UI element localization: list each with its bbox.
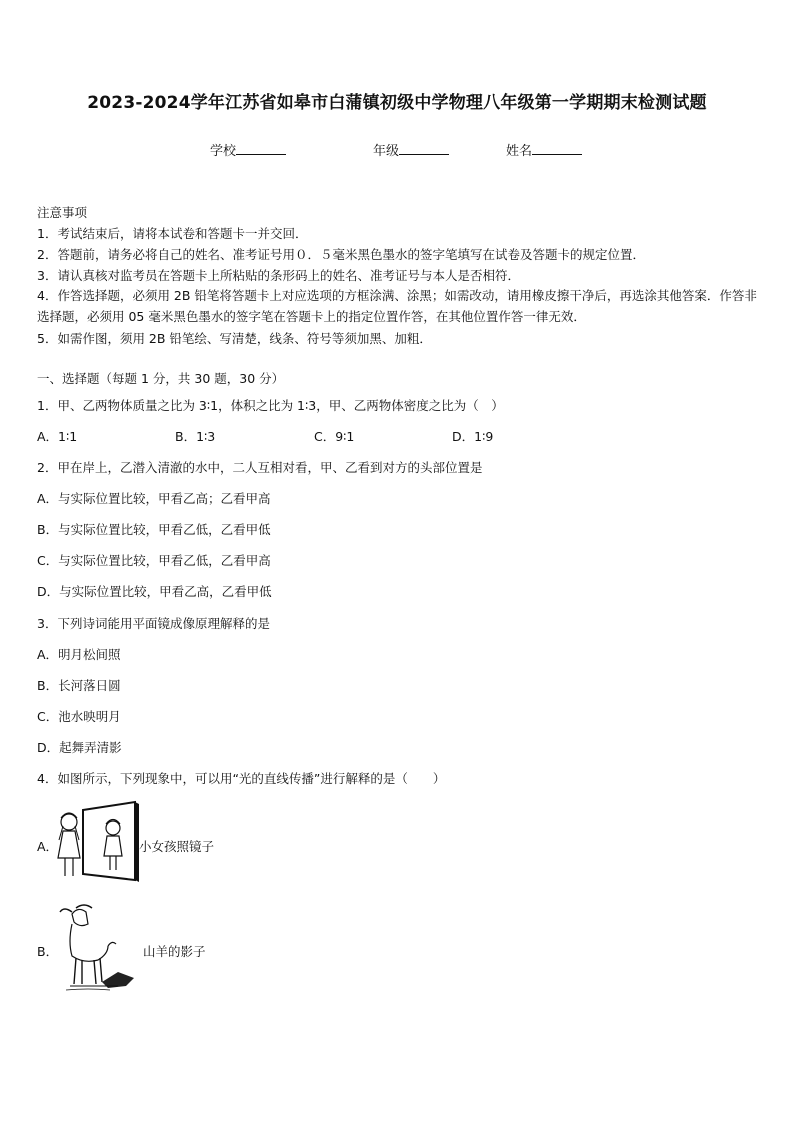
grade-label: 年级	[373, 144, 400, 159]
note-item: 1．考试结束后，请将本试卷和答题卡一并交回．	[37, 226, 308, 241]
note-item: 3．请认真核对监考员在答题卡上所粘贴的条形码上的姓名、准考证号与本人是否相符．	[37, 268, 520, 283]
q3-option-c: C．池水映明月	[37, 709, 121, 724]
q1-option-c: C．9∶1	[314, 429, 355, 444]
q3-option-d: D．起舞弄清影	[37, 740, 122, 755]
q1-option-b: B．1∶3	[175, 429, 216, 444]
q2-option-b: B．与实际位置比较，甲看乙低，乙看甲低	[37, 522, 271, 537]
note-item: 5．如需作图，须用 2B 铅笔绘、写清楚，线条、符号等须加黑、加粗．	[37, 331, 432, 346]
question-3-stem: 3．下列诗词能用平面镜成像原理解释的是	[37, 616, 270, 631]
q4-option-a-caption: 小女孩照镜子	[139, 839, 215, 854]
girl-mirror-illustration	[55, 800, 140, 888]
question-1-stem: 1．甲、乙两物体质量之比为 3∶1，体积之比为 1∶3，甲、乙两物体密度之比为（ ）	[37, 398, 504, 413]
q3-option-a: A．明月松间照	[37, 647, 121, 662]
question-2-stem: 2．甲在岸上，乙潜入清澈的水中，二人互相对看，甲、乙看到对方的头部位置是	[37, 460, 483, 475]
q4-option-b-caption: 山羊的影子	[143, 944, 206, 959]
section-heading: 一、选择题（每题 1 分，共 30 题，30 分）	[37, 371, 285, 386]
q2-option-a: A．与实际位置比较，甲看乙高；乙看甲高	[37, 491, 271, 506]
q2-option-c: C．与实际位置比较，甲看乙低，乙看甲高	[37, 553, 271, 568]
q4-option-b-letter: B．	[37, 944, 59, 959]
note-item: 2．答题前，请务必将自己的姓名、准考证号用０．５毫米黑色墨水的签字笔填写在试卷及答题卡的规定位置．	[37, 247, 645, 262]
exam-title: 2023-2024学年江苏省如皋市白蒲镇初级中学物理八年级第一学期期末检测试题	[87, 93, 707, 113]
school-field	[210, 140, 286, 159]
name-blank	[532, 142, 582, 155]
grade-blank	[399, 142, 449, 155]
school-blank	[236, 142, 286, 155]
q1-option-d: D．1∶9	[452, 429, 494, 444]
q3-option-b: B．长河落日圆	[37, 678, 121, 693]
school-label: 学校	[210, 144, 237, 159]
q1-option-a: A．1∶1	[37, 429, 78, 444]
name-label: 姓名	[506, 144, 533, 159]
name-field	[506, 140, 582, 159]
goat-shadow-illustration	[58, 902, 143, 994]
question-4-stem: 4．如图所示，下列现象中，可以用“光的直线传播”进行解释的是（ ）	[37, 771, 446, 786]
q4-option-a-letter: A．	[37, 839, 59, 854]
q2-option-d: D．与实际位置比较，甲看乙高，乙看甲低	[37, 584, 272, 599]
grade-field	[373, 140, 449, 159]
notes-heading: 注意事项	[37, 205, 88, 220]
note-item: 4．作答选择题，必须用 2B 铅笔将答题卡上对应选项的方框涂满、涂黑；如需改动，请用橡皮擦干净后，再选涂其他答案．作答非选择题，必须用 05 毫米黑色墨水的签字笔在答题卡上的指定位置作答，在其他位置作答一律无效．	[37, 288, 757, 324]
